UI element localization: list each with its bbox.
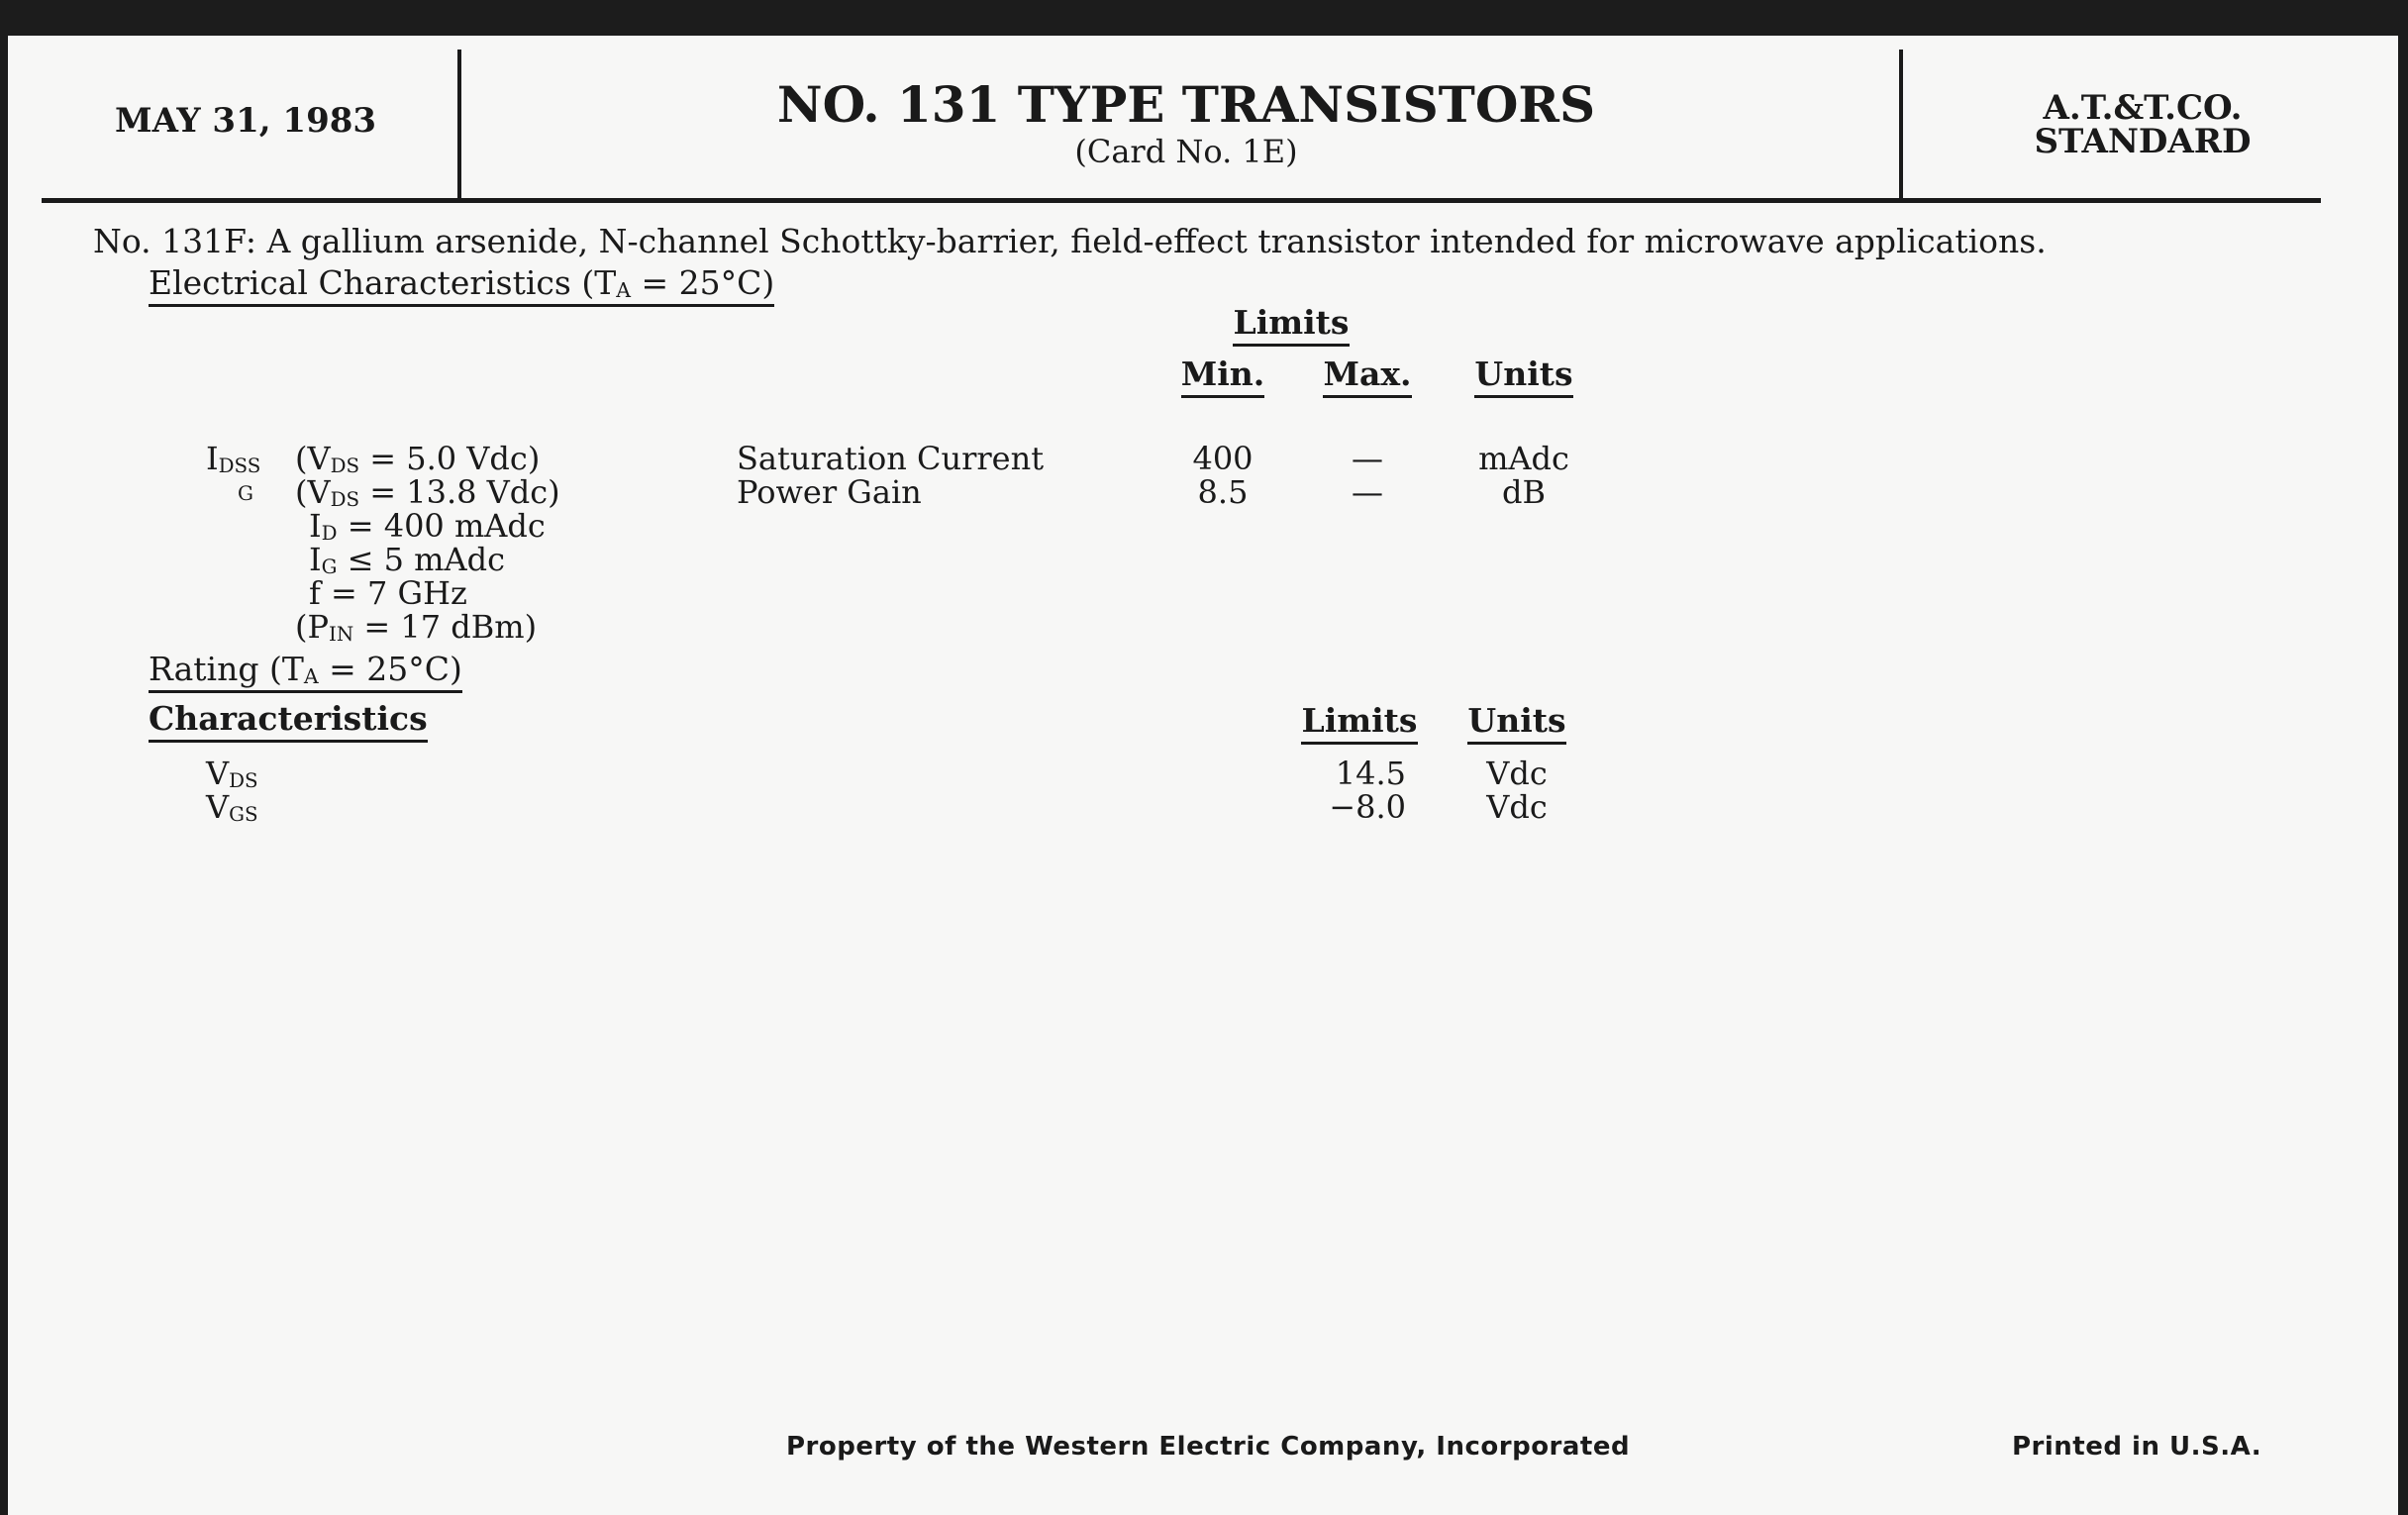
condition-ig: $I_G \le 5$ mAdc (309, 541, 506, 578)
standard-line-2: STANDARD (2034, 122, 2252, 161)
card-number: (Card No. 1E) (1074, 133, 1298, 170)
gain-symbol: G (238, 481, 253, 505)
footer-printed: Printed in U.S.A. (2012, 1432, 2262, 1462)
vds-symbol: $V_{DS}$ (206, 755, 258, 792)
gain-max: — (1352, 473, 1383, 511)
spec-card (8, 36, 2398, 1515)
condition-pin: ($P_{IN} = 17$ dBm) (295, 608, 538, 646)
col-units: Units (1459, 354, 1588, 393)
idss-units: mAdc (1478, 440, 1569, 477)
idss-min: 400 (1192, 440, 1254, 477)
header-rule (42, 198, 2321, 203)
gain-condition: ($V_{DS} = 13.8$ Vdc) (295, 473, 560, 511)
vds-units: Vdc (1486, 755, 1548, 792)
card-title: NO. 131 TYPE TRANSISTORS (776, 75, 1596, 134)
standard-mark (1905, 88, 2380, 161)
condition-id: $I_D = 400$ mAdc (309, 507, 546, 545)
vds-limit: 14.5 (1335, 755, 1406, 792)
rating-col-units: Units (1457, 701, 1576, 740)
power-gain-label: Power Gain (737, 473, 922, 511)
col-max: Max. (1313, 354, 1422, 393)
standard-line-1: A.T.&T.CO. (2043, 88, 2243, 128)
condition-frequency: f = 7 GHz (309, 574, 467, 612)
intro-text: No. 131F: A gallium arsenide, N-channel Schottky-barrier, field-effect transistor intended for microwave applications. (93, 222, 2047, 260)
footer-property: Property of the Western Electric Company, Incorporated (786, 1432, 1631, 1462)
card-date: MAY 31, 1983 (115, 101, 377, 141)
vgs-symbol: $V_{GS}$ (206, 788, 258, 826)
col-min: Min. (1168, 354, 1277, 393)
idss-max: — (1352, 440, 1383, 477)
idss-symbol: $I_{DSS}$ (206, 440, 261, 477)
saturation-current-label: Saturation Current (737, 440, 1045, 477)
characteristics-label: Characteristics (149, 699, 428, 738)
gain-min: 8.5 (1197, 473, 1249, 511)
vgs-limit: −8.0 (1329, 788, 1406, 826)
gain-units: dB (1502, 473, 1546, 511)
vgs-units: Vdc (1486, 788, 1548, 826)
electrical-heading: Electrical Characteristics $(T_A = 25^\circ C)$ (149, 263, 774, 302)
header-divider-left (457, 50, 461, 198)
rating-col-limits: Limits (1295, 701, 1424, 740)
rating-heading: Rating $(T_A = 25^\circ C)$ (149, 650, 462, 688)
limits-label: Limits (1222, 303, 1360, 342)
header-divider-right (1899, 50, 1903, 198)
idss-condition: ($V_{DS} = 5.0$ Vdc) (295, 440, 541, 477)
